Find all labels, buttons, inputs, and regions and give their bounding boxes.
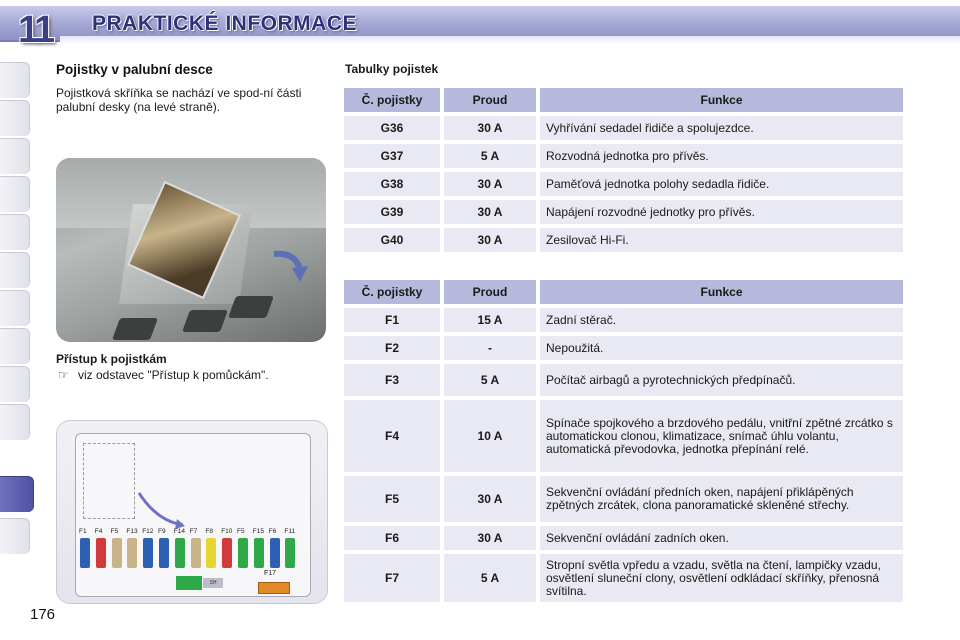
fuse-amperage: 30 A	[444, 172, 536, 196]
pedal-shape	[112, 318, 158, 340]
chapter-tab[interactable]	[0, 100, 30, 136]
fuse-function: Zesilovač Hi-Fi.	[540, 228, 903, 252]
chapter-tab[interactable]	[0, 290, 30, 326]
pointer-arrow-icon	[137, 491, 187, 531]
intro-text: Pojistková skříňka se nachází ve spod-ní části palubní desky (na levé straně).	[56, 86, 302, 114]
chapter-tab-active[interactable]	[0, 476, 34, 512]
fuse-id: F1	[344, 308, 440, 332]
chapter-tab[interactable]	[0, 138, 30, 174]
fuse-f12	[143, 538, 153, 568]
fuse-function: Nepoužitá.	[540, 336, 903, 360]
fuse-label: F1	[79, 528, 87, 535]
fuse-amperage: 10 A	[444, 400, 536, 472]
fuse-f1	[80, 538, 90, 568]
column-header-id: Č. pojistky	[344, 280, 440, 304]
pointing-hand-icon: ☞	[58, 368, 69, 382]
fuse-amperage: 5 A	[444, 554, 536, 602]
fuse-function: Spínače spojkového a brzdového pedálu, vnitřní zpětné zrcátko s automatickou clonou, klimatizace, snímač úhlu volantu, automatická převodovka, jednotka přepínání relé.	[540, 400, 903, 472]
fuse-label: F5	[237, 528, 245, 535]
chapter-tab[interactable]	[0, 518, 30, 554]
fuse-amperage: 30 A	[444, 116, 536, 140]
fuse-id: F2	[344, 336, 440, 360]
fuse-amperage: 5 A	[444, 144, 536, 168]
fuse-amperage: 30 A	[444, 228, 536, 252]
fuse-f14	[175, 538, 185, 568]
fuse-id: G36	[344, 116, 440, 140]
fuse-function: Zadní stěrač.	[540, 308, 903, 332]
fuse-id: G39	[344, 200, 440, 224]
fuse-id: G38	[344, 172, 440, 196]
relay-outline	[83, 443, 135, 519]
chapter-tab[interactable]	[0, 214, 30, 250]
fuse-function: Paměťová jednotka polohy sedadla řidiče.	[540, 172, 903, 196]
fuse-f13	[127, 538, 137, 568]
column-header-function: Funkce	[540, 280, 903, 304]
fuse-f5	[238, 538, 248, 568]
fuse-label: F9	[158, 528, 166, 535]
fuse-label: F11	[284, 528, 296, 535]
fuse-function: Počítač airbagů a pyrotechnických předpínačů.	[540, 364, 903, 396]
fuse-label: F7	[189, 528, 198, 535]
column-header-function: Funkce	[540, 88, 903, 112]
fuse-id: F4	[344, 400, 440, 472]
fuse-id: F3	[344, 364, 440, 396]
access-bullet	[58, 368, 269, 382]
access-heading: Přístup k pojistkám	[56, 352, 167, 366]
fuse-label: F12	[142, 528, 154, 535]
fuse-f10	[222, 538, 232, 568]
relay-label: SH	[203, 578, 223, 588]
column-header-amp: Proud	[444, 88, 536, 112]
fuse-function: Sekvenční ovládání předních oken, napájení přiklápěných zpětných zrcátek, clona panoramatické skleněné střechy.	[540, 476, 903, 522]
fuse-amperage: 30 A	[444, 526, 536, 550]
fuse-f15	[254, 538, 264, 568]
fuse-id: F7	[344, 554, 440, 602]
fuse-label: F4	[94, 528, 103, 535]
chapter-number: 11	[18, 9, 53, 51]
fuse-amperage: 30 A	[444, 476, 536, 522]
chapter-tab[interactable]	[0, 328, 30, 364]
pedal-shape	[182, 310, 228, 332]
fuse-amperage: 15 A	[444, 308, 536, 332]
page-title: PRAKTICKÉ INFORMACE	[92, 12, 357, 35]
fuse-f6	[270, 538, 280, 568]
fuse-label: F6	[268, 528, 277, 535]
fuse-label: F13	[126, 528, 138, 535]
tables-heading: Tabulky pojistek	[345, 62, 439, 76]
fuse-label: F10	[221, 528, 233, 535]
fuse-id: G37	[344, 144, 440, 168]
fuse-function: Napájení rozvodné jednotky pro přívěs.	[540, 200, 903, 224]
fuse-function: Stropní světla vpředu a vzadu, světla na čtení, lampičky vzadu, osvětlení sluneční clony, osvětlení odkládací skříňky, přenosná svítilna.	[540, 554, 903, 602]
chapter-tab[interactable]	[0, 366, 30, 402]
fuse-f9	[159, 538, 169, 568]
fuse-amperage: 30 A	[444, 200, 536, 224]
fuse-amperage: -	[444, 336, 536, 360]
fuse-f17	[258, 582, 290, 594]
access-text: viz odstavec "Přístup k pomůckám".	[78, 368, 269, 382]
fuse-id: F5	[344, 476, 440, 522]
fuse-f7	[191, 538, 201, 568]
fusebox-photo	[56, 158, 326, 342]
pedal-shape	[228, 296, 274, 318]
column-header-id: Č. pojistky	[344, 88, 440, 112]
section-heading: Pojistky v palubní desce	[56, 62, 213, 77]
fuse-f4	[96, 538, 106, 568]
fuse-label: F15	[252, 528, 264, 535]
relay-green	[176, 576, 202, 590]
fuse-amperage: 5 A	[444, 364, 536, 396]
fuse-label: F14	[173, 528, 185, 535]
curved-arrow-icon	[270, 248, 310, 284]
fuse-f8	[206, 538, 216, 568]
fuse-f5	[112, 538, 122, 568]
page-number: 176	[30, 606, 56, 623]
column-header-amp: Proud	[444, 280, 536, 304]
chapter-tab[interactable]	[0, 252, 30, 288]
fuse-function: Vyhřívání sedadel řidiče a spolujezdce.	[540, 116, 903, 140]
page-header	[0, 0, 960, 52]
fuse-id: F6	[344, 526, 440, 550]
fuse-label-f17: F17	[264, 570, 277, 577]
fuse-id: G40	[344, 228, 440, 252]
fuse-label: F8	[205, 528, 213, 535]
chapter-tabs	[0, 62, 30, 582]
chapter-tab[interactable]	[0, 62, 30, 98]
chapter-tab[interactable]	[0, 404, 30, 440]
chapter-tab[interactable]	[0, 176, 30, 212]
fuse-function: Rozvodná jednotka pro přívěs.	[540, 144, 903, 168]
fuse-f11	[285, 538, 295, 568]
fuse-label: F5	[110, 528, 119, 535]
fuse-function: Sekvenční ovládání zadních oken.	[540, 526, 903, 550]
